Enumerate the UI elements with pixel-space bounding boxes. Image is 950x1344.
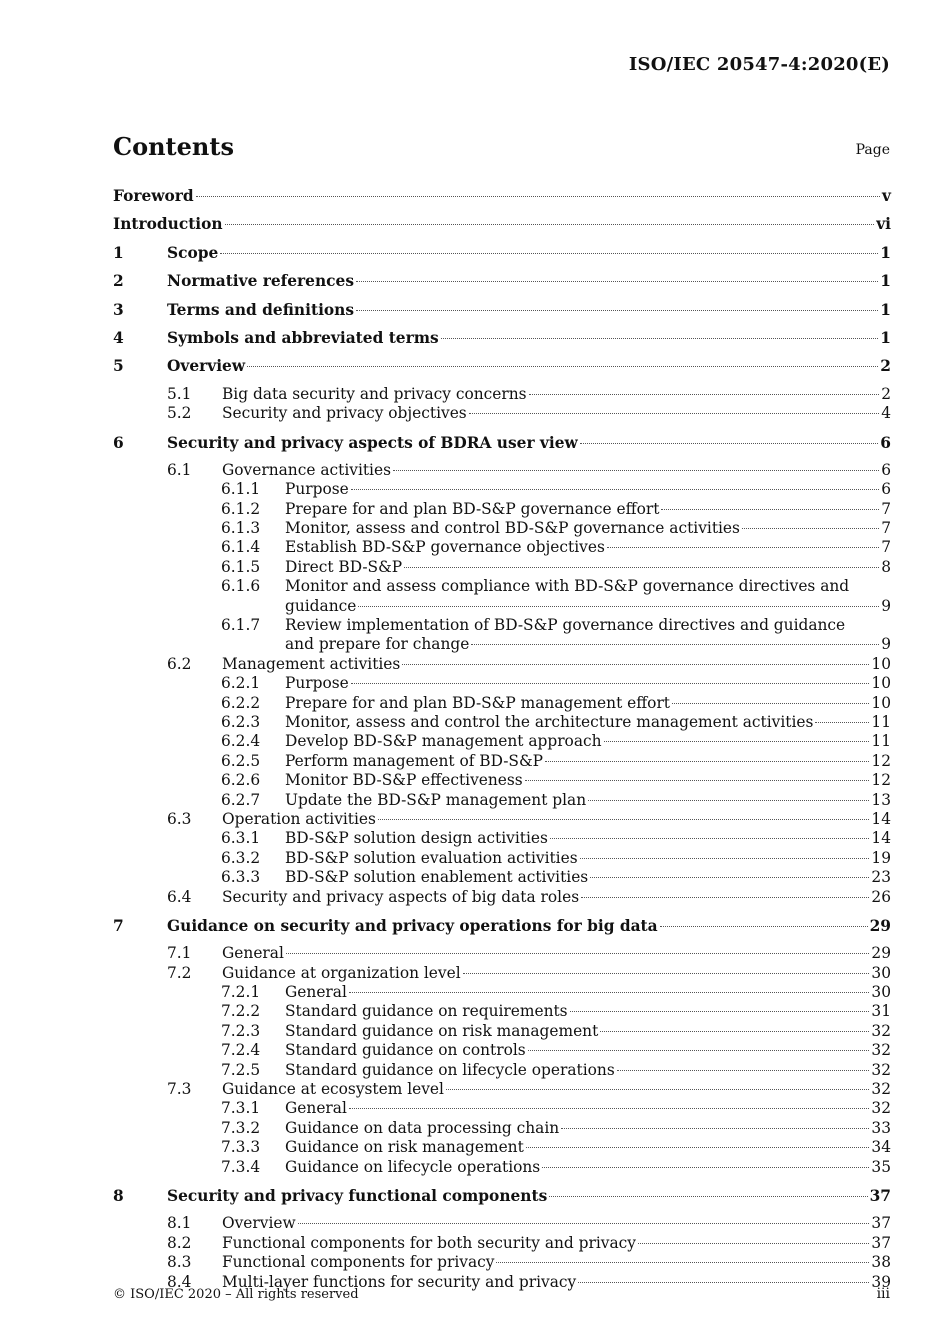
toc-entry-page: 6 bbox=[880, 433, 891, 452]
toc-entry[interactable] bbox=[113, 1234, 891, 1253]
toc-entry-page: 12 bbox=[871, 771, 891, 790]
toc-entry-page: 8 bbox=[881, 557, 891, 576]
toc-entry-page: 6 bbox=[881, 480, 891, 499]
dot-leader bbox=[580, 443, 879, 444]
toc-entry-title: Monitor, assess and control the architecture management activities bbox=[285, 713, 814, 732]
toc-entry-page: 10 bbox=[871, 654, 891, 673]
dot-leader bbox=[286, 953, 870, 954]
toc-entry-number: 7.3 bbox=[167, 1080, 192, 1099]
dot-leader bbox=[578, 1282, 869, 1283]
toc-entry[interactable] bbox=[113, 1002, 891, 1021]
toc-entry[interactable] bbox=[113, 810, 891, 829]
toc-entry-title: Update the BD-S&P management plan bbox=[285, 790, 587, 809]
dot-leader bbox=[298, 1223, 870, 1224]
toc-entry-page: 9 bbox=[881, 635, 891, 654]
toc-entry-page: 1 bbox=[880, 272, 891, 291]
toc-entry[interactable] bbox=[113, 404, 891, 423]
dot-leader bbox=[590, 877, 869, 878]
toc-entry-title: Introduction bbox=[113, 215, 223, 234]
toc-entry-title: Big data security and privacy concerns bbox=[222, 384, 527, 403]
toc-entry-page: 9 bbox=[881, 596, 891, 615]
table-of-contents bbox=[113, 186, 891, 1292]
dot-leader bbox=[247, 366, 878, 367]
toc-entry[interactable] bbox=[113, 674, 891, 693]
toc-entry-number: 6.2.7 bbox=[221, 790, 261, 809]
toc-entry-page: 12 bbox=[871, 751, 891, 770]
toc-entry-page: 11 bbox=[871, 732, 891, 751]
toc-entry[interactable] bbox=[113, 1099, 891, 1118]
toc-entry-page: 7 bbox=[881, 499, 891, 518]
toc-entry-page: 37 bbox=[871, 1233, 891, 1252]
toc-entry-title: Governance activities bbox=[222, 460, 391, 479]
dot-leader bbox=[220, 253, 878, 254]
dot-leader bbox=[561, 1128, 869, 1129]
toc-entry-title: Standard guidance on risk management bbox=[285, 1021, 599, 1040]
toc-entry-page: 39 bbox=[871, 1272, 891, 1291]
dot-leader bbox=[607, 547, 879, 548]
toc-entry[interactable] bbox=[113, 214, 891, 242]
toc-entry-title: Prepare for and plan BD-S&P management effort bbox=[285, 693, 670, 712]
toc-entry-page: 32 bbox=[871, 1041, 891, 1060]
toc-entry-title: Monitor and assess compliance with BD-S&P governance directives and bbox=[285, 577, 850, 596]
toc-entry[interactable] bbox=[113, 983, 891, 1002]
dot-leader bbox=[446, 1089, 869, 1090]
toc-entry-title: BD-S&P solution enablement activities bbox=[285, 868, 589, 887]
toc-entry-number: 8.1 bbox=[167, 1214, 192, 1233]
toc-entry[interactable] bbox=[113, 713, 891, 732]
toc-entry[interactable] bbox=[113, 655, 891, 674]
toc-entry-number: 5.1 bbox=[167, 384, 192, 403]
toc-entry-title: Monitor BD-S&P effectiveness bbox=[285, 771, 523, 790]
toc-entry-number: 7.2.3 bbox=[221, 1021, 261, 1040]
toc-entry-title: Perform management of BD-S&P bbox=[285, 751, 544, 770]
toc-entry-page: 1 bbox=[880, 300, 891, 319]
toc-entry[interactable] bbox=[113, 1041, 891, 1060]
toc-entry-page: 32 bbox=[871, 1060, 891, 1079]
toc-entry-page: 29 bbox=[871, 944, 891, 963]
toc-entry-title-continued: and prepare for change bbox=[285, 635, 470, 654]
toc-entry-page: 2 bbox=[880, 357, 891, 376]
toc-entry-title: Security and privacy objectives bbox=[222, 404, 467, 423]
toc-entry[interactable] bbox=[113, 849, 891, 868]
toc-entry-number: 6.1.6 bbox=[221, 577, 261, 596]
toc-entry-page: 37 bbox=[871, 1214, 891, 1233]
toc-entry[interactable] bbox=[113, 1138, 891, 1157]
toc-entry-number: 6.2.2 bbox=[221, 693, 261, 712]
toc-entry-number: 6.1.4 bbox=[221, 538, 261, 557]
toc-entry-page: 32 bbox=[871, 1099, 891, 1118]
toc-entry-title: Functional components for privacy bbox=[222, 1253, 495, 1272]
toc-entry[interactable] bbox=[113, 1253, 891, 1272]
toc-entry-page: 7 bbox=[881, 538, 891, 557]
toc-entry-title-continued: guidance bbox=[285, 596, 357, 615]
toc-entry-title: Multi-layer functions for security and privacy bbox=[222, 1272, 577, 1291]
toc-entry-title: General bbox=[222, 944, 284, 963]
toc-entry-number: 7.3.1 bbox=[221, 1099, 261, 1118]
toc-entry-page: 29 bbox=[869, 916, 891, 935]
toc-entry-title: Develop BD-S&P management approach bbox=[285, 732, 602, 751]
toc-entry[interactable] bbox=[113, 186, 891, 214]
toc-entry-title: Security and privacy functional components bbox=[167, 1187, 548, 1205]
toc-entry-title: Guidance on security and privacy operations for big data bbox=[167, 916, 658, 935]
dot-leader bbox=[496, 1262, 869, 1263]
toc-entry-number: 3 bbox=[113, 300, 124, 319]
toc-entry-number: 4 bbox=[113, 328, 124, 347]
toc-entry[interactable] bbox=[113, 1061, 891, 1080]
dot-leader bbox=[529, 394, 880, 395]
toc-entry[interactable] bbox=[113, 538, 891, 557]
toc-entry-number: 5 bbox=[113, 357, 124, 376]
toc-entry-title: BD-S&P solution design activities bbox=[285, 829, 548, 848]
toc-entry-number: 6.1.7 bbox=[221, 616, 261, 635]
toc-entry-title: Overview bbox=[222, 1214, 296, 1233]
dot-leader bbox=[660, 926, 868, 927]
dot-leader bbox=[638, 1243, 869, 1244]
toc-entry-page: 30 bbox=[871, 983, 891, 1002]
dot-leader bbox=[570, 1011, 870, 1012]
toc-entry[interactable] bbox=[113, 300, 891, 328]
toc-entry[interactable] bbox=[113, 829, 891, 848]
toc-entry-number: 6.2.6 bbox=[221, 771, 261, 790]
dot-leader bbox=[815, 722, 869, 723]
dot-leader bbox=[600, 1031, 869, 1032]
toc-entry-title: Scope bbox=[167, 243, 219, 262]
toc-entry[interactable] bbox=[113, 558, 891, 577]
toc-entry-page: 31 bbox=[871, 1002, 891, 1021]
toc-entry-title: Guidance on data processing chain bbox=[285, 1118, 560, 1137]
dot-leader bbox=[549, 1196, 867, 1197]
toc-entry-page: 14 bbox=[871, 809, 891, 828]
dot-leader bbox=[604, 741, 870, 742]
toc-entry-page: 38 bbox=[871, 1253, 891, 1272]
toc-entry-title: Operation activities bbox=[222, 809, 376, 828]
toc-entry-title: Overview bbox=[167, 357, 246, 376]
toc-entry-number: 6.3 bbox=[167, 809, 192, 828]
toc-entry-number: 6.2 bbox=[167, 654, 192, 673]
toc-entry-number: 8 bbox=[113, 1187, 124, 1205]
toc-entry-page: 35 bbox=[871, 1157, 891, 1176]
toc-entry-title: Guidance on lifecycle operations bbox=[285, 1157, 541, 1176]
toc-entry-title: Prepare for and plan BD-S&P governance effort bbox=[285, 499, 660, 518]
toc-entry[interactable] bbox=[113, 271, 891, 299]
toc-entry-number: 7.2.2 bbox=[221, 1002, 261, 1021]
toc-entry-number: 6.3.3 bbox=[221, 868, 261, 887]
toc-entry-page: 14 bbox=[871, 829, 891, 848]
dot-leader bbox=[661, 509, 879, 510]
toc-entry-page: 1 bbox=[880, 243, 891, 262]
toc-entry[interactable] bbox=[113, 433, 891, 461]
page-title: Contents bbox=[113, 132, 234, 161]
document-id-header: ISO/IEC 20547-4:2020(E) bbox=[628, 54, 890, 75]
dot-leader bbox=[393, 470, 879, 471]
toc-entry-number: 7.2.4 bbox=[221, 1041, 261, 1060]
dot-leader bbox=[463, 973, 870, 974]
toc-entry[interactable] bbox=[113, 694, 891, 713]
toc-entry[interactable] bbox=[113, 1080, 891, 1099]
toc-entry-title: Purpose bbox=[285, 480, 349, 499]
dot-leader bbox=[672, 703, 869, 704]
dot-leader bbox=[349, 1108, 870, 1109]
dot-leader bbox=[349, 992, 870, 993]
toc-entry-number: 6.2.4 bbox=[221, 732, 261, 751]
toc-entry[interactable] bbox=[113, 328, 891, 356]
toc-entry[interactable] bbox=[113, 732, 891, 751]
toc-entry-title: Review implementation of BD-S&P governance directives and guidance bbox=[285, 616, 846, 635]
toc-entry-page: 6 bbox=[881, 460, 891, 479]
toc-entry[interactable] bbox=[113, 500, 891, 519]
dot-leader bbox=[404, 567, 879, 568]
toc-entry[interactable] bbox=[113, 461, 891, 480]
dot-leader bbox=[358, 606, 879, 607]
dot-leader bbox=[545, 761, 869, 762]
toc-entry-title: Standard guidance on requirements bbox=[285, 1002, 568, 1021]
toc-entry-number: 7.3.3 bbox=[221, 1138, 261, 1157]
toc-entry-page: 32 bbox=[871, 1080, 891, 1099]
toc-entry-number: 5.2 bbox=[167, 404, 192, 423]
toc-entry[interactable] bbox=[113, 616, 891, 655]
toc-entry[interactable] bbox=[113, 1214, 891, 1233]
toc-entry-page: 4 bbox=[881, 404, 891, 423]
toc-entry[interactable] bbox=[113, 1158, 891, 1177]
toc-entry-number: 6.1.5 bbox=[221, 557, 261, 576]
dot-leader bbox=[526, 1147, 870, 1148]
toc-entry-page: 11 bbox=[871, 713, 891, 732]
dot-leader bbox=[580, 858, 870, 859]
toc-entry-title: Purpose bbox=[285, 674, 349, 693]
toc-entry-number: 7.3.2 bbox=[221, 1118, 261, 1137]
toc-entry[interactable] bbox=[113, 944, 891, 963]
dot-leader bbox=[528, 1050, 870, 1051]
toc-entry-page: 26 bbox=[871, 887, 891, 906]
toc-entry-number: 6.2.5 bbox=[221, 751, 261, 770]
dot-leader bbox=[525, 780, 870, 781]
toc-entry-title: Guidance on risk management bbox=[285, 1138, 524, 1157]
dot-leader bbox=[378, 819, 869, 820]
toc-entry-title: BD-S&P solution evaluation activities bbox=[285, 848, 578, 867]
dot-leader bbox=[196, 196, 880, 197]
dot-leader bbox=[550, 838, 870, 839]
toc-entry-title: Establish BD-S&P governance objectives bbox=[285, 538, 605, 557]
toc-entry-number: 7.1 bbox=[167, 944, 192, 963]
page-number-footer: iii bbox=[876, 1286, 890, 1302]
dot-leader bbox=[469, 413, 880, 414]
dot-leader bbox=[356, 281, 878, 282]
toc-entry-title: Symbols and abbreviated terms bbox=[167, 328, 439, 347]
toc-entry-number: 6.1.3 bbox=[221, 519, 261, 538]
toc-entry-page: 10 bbox=[871, 674, 891, 693]
toc-entry-number: 7.2 bbox=[167, 963, 192, 982]
toc-entry-number: 6.3.2 bbox=[221, 848, 261, 867]
toc-entry[interactable] bbox=[113, 480, 891, 499]
dot-leader bbox=[356, 310, 878, 311]
toc-entry-number: 6.2.3 bbox=[221, 713, 261, 732]
dot-leader bbox=[351, 683, 870, 684]
toc-entry[interactable] bbox=[113, 868, 891, 887]
toc-entry[interactable] bbox=[113, 1119, 891, 1138]
dot-leader bbox=[225, 224, 875, 225]
toc-entry-title: Guidance at organization level bbox=[222, 963, 461, 982]
toc-entry-title: Foreword bbox=[113, 187, 194, 205]
toc-entry-page: 32 bbox=[871, 1021, 891, 1040]
toc-entry[interactable] bbox=[113, 577, 891, 616]
dot-leader bbox=[581, 897, 869, 898]
toc-entry-page: 2 bbox=[881, 384, 891, 403]
toc-entry[interactable] bbox=[113, 771, 891, 790]
toc-entry-number: 8.4 bbox=[167, 1272, 192, 1291]
toc-entry-page: v bbox=[882, 187, 891, 205]
toc-entry-title: Standard guidance on lifecycle operations bbox=[285, 1060, 615, 1079]
toc-entry-title: Terms and definitions bbox=[167, 300, 355, 319]
toc-entry-number: 6.1 bbox=[167, 460, 192, 479]
toc-entry-number: 1 bbox=[113, 243, 124, 262]
toc-entry[interactable] bbox=[113, 791, 891, 810]
toc-entry-number: 2 bbox=[113, 272, 124, 291]
toc-entry-number: 6.4 bbox=[167, 887, 192, 906]
toc-entry-number: 6.1.1 bbox=[221, 480, 261, 499]
toc-entry-number: 6 bbox=[113, 433, 124, 452]
toc-entry[interactable] bbox=[113, 385, 891, 404]
toc-entry-title: Guidance at ecosystem level bbox=[222, 1080, 444, 1099]
toc-entry-page: 33 bbox=[871, 1118, 891, 1137]
toc-entry-title: Security and privacy aspects of big data roles bbox=[222, 887, 580, 906]
toc-entry-page: 23 bbox=[871, 868, 891, 887]
toc-entry[interactable] bbox=[113, 916, 891, 944]
toc-entry-title: General bbox=[285, 983, 347, 1002]
toc-entry-page: 13 bbox=[871, 790, 891, 809]
dot-leader bbox=[617, 1070, 870, 1071]
toc-entry-page: vi bbox=[876, 215, 891, 234]
toc-entry[interactable] bbox=[113, 888, 891, 907]
toc-entry-title: Monitor, assess and control BD-S&P governance activities bbox=[285, 519, 740, 538]
toc-entry-number: 7.2.5 bbox=[221, 1060, 261, 1079]
copyright-footer: © ISO/IEC 2020 – All rights reserved bbox=[113, 1287, 359, 1302]
toc-entry-page: 10 bbox=[871, 693, 891, 712]
toc-entry[interactable] bbox=[113, 243, 891, 271]
toc-entry-title: Standard guidance on controls bbox=[285, 1041, 526, 1060]
toc-entry-number: 7 bbox=[113, 916, 124, 935]
toc-entry-number: 7.3.4 bbox=[221, 1157, 261, 1176]
toc-entry-title: Normative references bbox=[167, 272, 354, 291]
toc-entry-number: 8.2 bbox=[167, 1233, 192, 1252]
toc-entry[interactable] bbox=[113, 519, 891, 538]
toc-entry-number: 6.2.1 bbox=[221, 674, 261, 693]
toc-entry-title: Security and privacy aspects of BDRA user view bbox=[167, 433, 578, 452]
toc-entry[interactable] bbox=[113, 752, 891, 771]
page-column-label: Page bbox=[855, 142, 890, 158]
toc-entry-number: 6.3.1 bbox=[221, 829, 261, 848]
toc-entry-page: 37 bbox=[869, 1187, 891, 1205]
toc-entry[interactable] bbox=[113, 964, 891, 983]
dot-leader bbox=[542, 1167, 869, 1168]
toc-entry-title: Functional components for both security and privacy bbox=[222, 1233, 636, 1252]
toc-entry-title: Direct BD-S&P bbox=[285, 557, 403, 576]
toc-entry-page: 34 bbox=[871, 1138, 891, 1157]
toc-entry[interactable] bbox=[113, 356, 891, 384]
toc-entry[interactable] bbox=[113, 1186, 891, 1214]
toc-entry-title: General bbox=[285, 1099, 347, 1118]
dot-leader bbox=[402, 664, 869, 665]
toc-entry-page: 19 bbox=[871, 848, 891, 867]
dot-leader bbox=[588, 800, 869, 801]
toc-entry[interactable] bbox=[113, 1022, 891, 1041]
dot-leader bbox=[471, 644, 879, 645]
toc-entry-page: 7 bbox=[881, 519, 891, 538]
toc-entry-page: 1 bbox=[880, 328, 891, 347]
dot-leader bbox=[351, 489, 879, 490]
toc-entry-page: 30 bbox=[871, 963, 891, 982]
dot-leader bbox=[742, 528, 879, 529]
toc-entry-title: Management activities bbox=[222, 654, 401, 673]
toc-entry-number: 8.3 bbox=[167, 1253, 192, 1272]
toc-entry-number: 6.1.2 bbox=[221, 499, 261, 518]
dot-leader bbox=[441, 338, 879, 339]
toc-entry-number: 7.2.1 bbox=[221, 983, 261, 1002]
